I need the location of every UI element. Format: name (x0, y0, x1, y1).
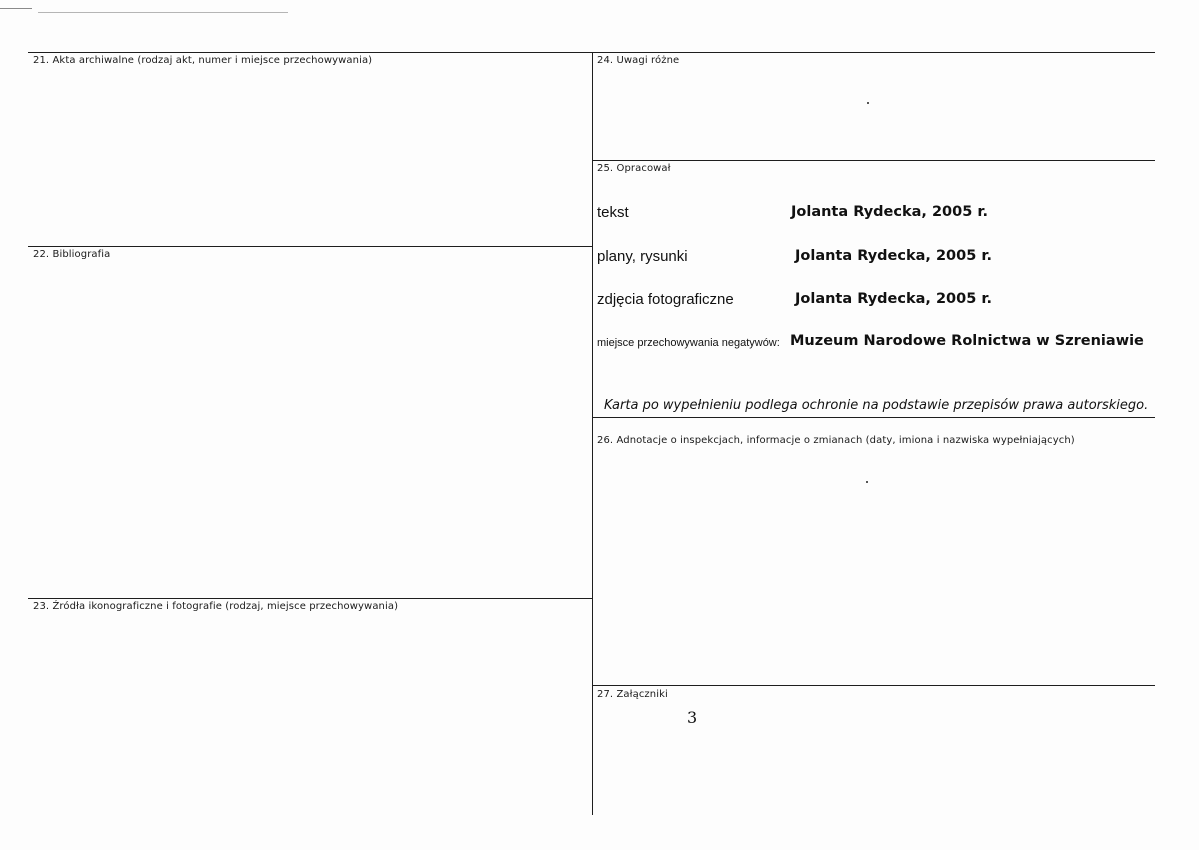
author-row-plans-value: Jolanta Rydecka, 2005 r. (795, 248, 992, 264)
section-23-top-rule (28, 598, 592, 599)
author-row-photos-value: Jolanta Rydecka, 2005 r. (795, 291, 992, 307)
scan-speck (866, 481, 868, 483)
author-row-text-label: tekst (597, 204, 629, 221)
scan-mark (0, 8, 32, 9)
negatives-location-value: Muzeum Narodowe Rolnictwa w Szreniawie (790, 333, 1144, 349)
section-25-top-rule (592, 160, 1155, 161)
section-22-top-rule (28, 246, 592, 247)
copyright-notice: Karta po wypełnieniu podlega ochronie na podstawie przepisów prawa autorskiego. (604, 398, 1149, 413)
section-24-label: 24. Uwagi różne (597, 55, 680, 66)
section-26-top-rule (592, 417, 1155, 418)
section-27-label: 27. Załączniki (597, 689, 668, 700)
section-23-label: 23. Źródła ikonograficzne i fotografie (rodzaj, miejsce przechowywania) (33, 601, 399, 612)
section-21-top-rule (28, 52, 592, 53)
author-row-photos-label: zdjęcia fotograficzne (597, 291, 734, 308)
author-row-text-value: Jolanta Rydecka, 2005 r. (791, 204, 988, 220)
section-25-label: 25. Opracował (597, 163, 671, 174)
scan-mark (38, 12, 288, 13)
negatives-location-label: miejsce przechowywania negatywów: (597, 337, 780, 349)
column-divider (592, 52, 593, 815)
section-26-label: 26. Adnotacje o inspekcjach, informacje o zmianach (daty, imiona i nazwiska wypełniających) (597, 435, 1075, 446)
scan-speck (867, 102, 869, 104)
attachments-count: 3 (687, 708, 698, 727)
section-27-top-rule (592, 685, 1155, 686)
section-22-label: 22. Bibliografia (33, 249, 111, 260)
section-24-top-rule (592, 52, 1155, 53)
author-row-plans-label: plany, rysunki (597, 248, 688, 265)
section-21-label: 21. Akta archiwalne (rodzaj akt, numer i miejsce przechowywania) (33, 55, 373, 66)
